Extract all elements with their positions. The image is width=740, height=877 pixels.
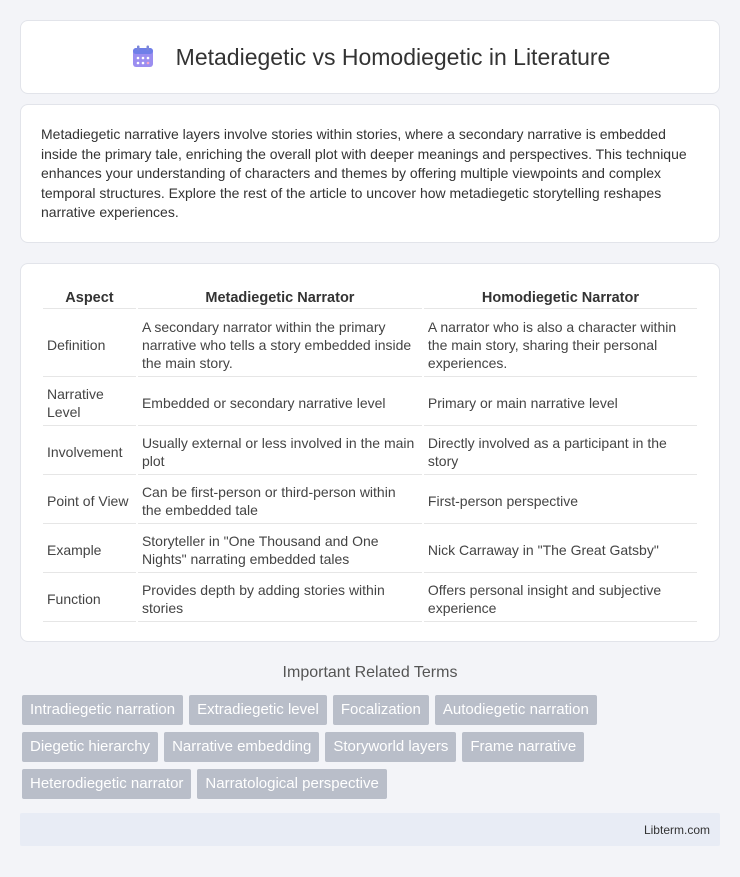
metadiegetic-cell: Can be first-person or third-person within the embedded tale	[138, 477, 422, 524]
related-term-tag[interactable]: Extradiegetic level	[189, 695, 327, 725]
aspect-cell: Point of View	[43, 477, 136, 524]
homodiegetic-cell: Directly involved as a participant in the story	[424, 428, 697, 475]
related-terms-heading: Important Related Terms	[282, 664, 458, 681]
footer	[20, 813, 720, 846]
header-homodiegetic: Homodiegetic Narrator	[424, 286, 697, 309]
homodiegetic-cell: Offers personal insight and subjective experience	[424, 575, 697, 622]
comparison-card	[20, 263, 720, 642]
header-card	[20, 20, 720, 94]
title-wrap	[130, 44, 611, 71]
aspect-cell: Example	[43, 526, 136, 573]
metadiegetic-cell: A secondary narrator within the primary narrative who tells a story embedded inside the main story.	[138, 311, 422, 377]
metadiegetic-cell: Provides depth by adding stories within stories	[138, 575, 422, 622]
table-row	[43, 428, 697, 475]
related-term-tag[interactable]: Storyworld layers	[325, 732, 456, 762]
related-term-tag[interactable]: Autodiegetic narration	[435, 695, 597, 725]
header-metadiegetic: Metadiegetic Narrator	[138, 286, 422, 309]
table-row	[43, 379, 697, 426]
homodiegetic-cell: First-person perspective	[424, 477, 697, 524]
table-row	[43, 477, 697, 524]
page-title: Metadiegetic vs Homodiegetic in Literature	[175, 43, 611, 70]
related-term-tag[interactable]: Frame narrative	[462, 732, 584, 762]
homodiegetic-cell: A narrator who is also a character within the main story, sharing their personal experiences.	[424, 311, 697, 377]
related-term-tag[interactable]: Narrative embedding	[164, 732, 319, 762]
related-term-tag[interactable]: Heterodiegetic narrator	[22, 769, 191, 799]
intro-card	[20, 104, 720, 243]
related-term-tag[interactable]: Focalization	[333, 695, 429, 725]
calendar-icon	[130, 44, 156, 70]
aspect-cell: Involvement	[43, 428, 136, 475]
metadiegetic-cell: Embedded or secondary narrative level	[138, 379, 422, 426]
header-aspect: Aspect	[43, 286, 136, 309]
homodiegetic-cell: Nick Carraway in "The Great Gatsby"	[424, 526, 697, 573]
related-terms-list	[22, 695, 722, 806]
footer-brand[interactable]: Libterm.com	[643, 822, 710, 837]
intro-text: Metadiegetic narrative layers involve stories within stories, where a secondary narrative is embedded inside the primary tale, enriching the overall plot with deeper meanings and perspectives. This technique enhances your understanding of characters and themes by offering multiple viewpoints and complex temporal structures. Explore the rest of the article to uncover how metadiegetic storytelling reshapes narrative experiences.	[41, 126, 687, 221]
table-row	[43, 526, 697, 573]
aspect-cell: Function	[43, 575, 136, 622]
related-term-tag[interactable]: Narratological perspective	[197, 769, 386, 799]
homodiegetic-cell: Primary or main narrative level	[424, 379, 697, 426]
metadiegetic-cell: Storyteller in "One Thousand and One Nights" narrating embedded tales	[138, 526, 422, 573]
aspect-cell: Definition	[43, 311, 136, 377]
table-header-row	[43, 286, 697, 309]
table-row	[43, 575, 697, 622]
metadiegetic-cell: Usually external or less involved in the main plot	[138, 428, 422, 475]
table-row	[43, 311, 697, 377]
related-term-tag[interactable]: Intradiegetic narration	[22, 695, 183, 725]
comparison-table	[41, 284, 699, 624]
related-term-tag[interactable]: Diegetic hierarchy	[22, 732, 158, 762]
aspect-cell: Narrative Level	[43, 379, 136, 426]
